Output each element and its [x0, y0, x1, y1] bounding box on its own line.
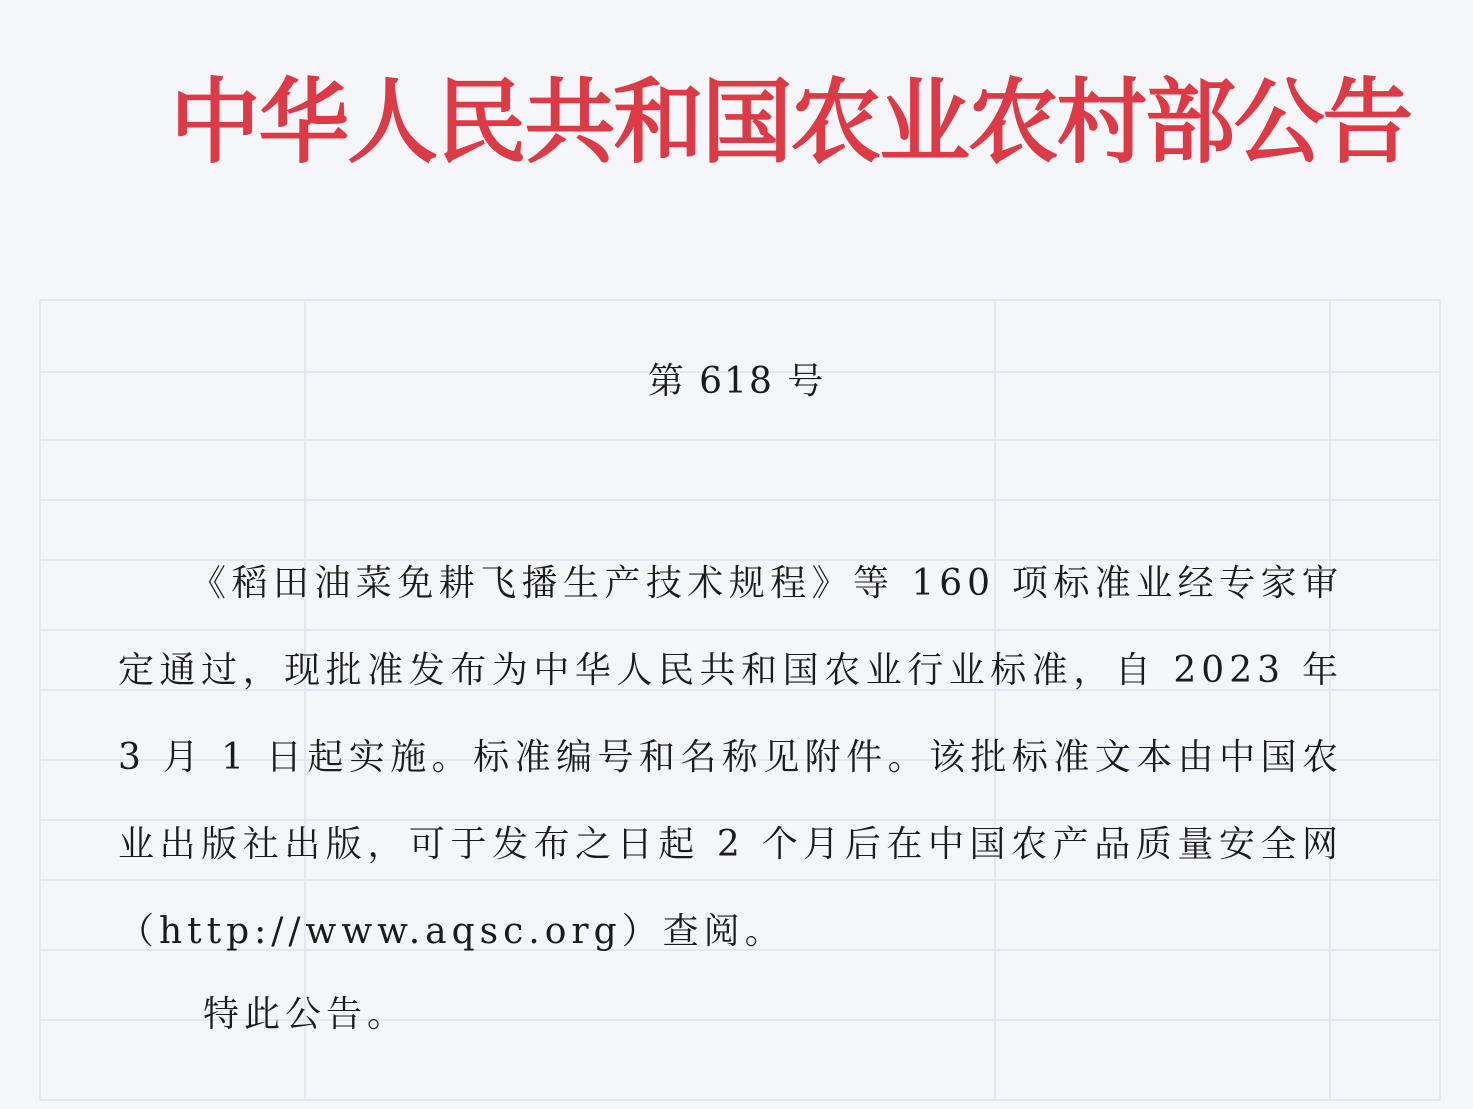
announcement-header-title: 中华人民共和国农业农村部公告 — [170, 69, 1412, 176]
announcement-body-text: 《稻田油菜免耕飞播生产技术规程》等 160 项标准业经专家审定通过，现批准发布为中华人民共和国农业行业标准，自 2023 年 3 月 1 日起实施。标准编号和名称见附件。该批标准文本由中国农业出版社出版，可于发布之日起 2 个月后在中国农产品质量安全网（http://www.aqsc.org）查阅。 — [118, 563, 1343, 952]
document-number: 第 618 号 — [647, 361, 826, 402]
announcement-closing: 特此公告。 — [203, 994, 409, 1035]
